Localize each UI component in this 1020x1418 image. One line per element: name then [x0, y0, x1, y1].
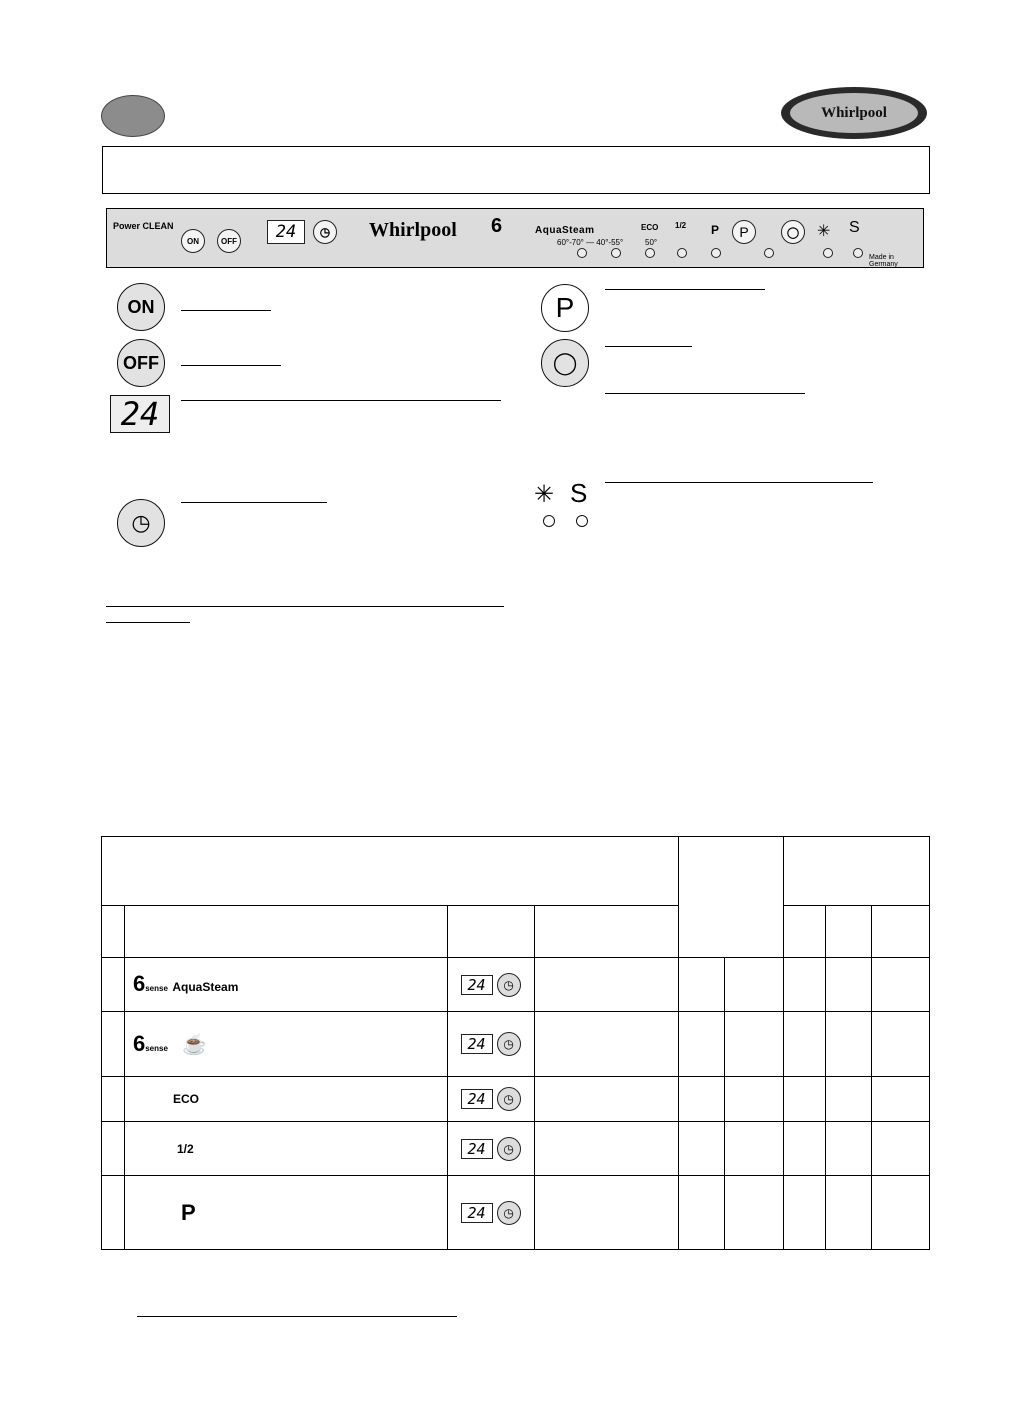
panel-six-sense: 6: [491, 215, 503, 237]
salt-led: [576, 515, 588, 527]
delay-cell: [447, 1077, 534, 1122]
led: [677, 248, 687, 258]
delay-cell: [447, 1122, 534, 1176]
rinse-aid-icon: ✳: [534, 481, 555, 508]
brand-logo: [781, 87, 927, 139]
led: [711, 248, 721, 258]
rule: [181, 365, 281, 366]
rule: [181, 310, 271, 311]
off-button-icon: OFF: [117, 339, 165, 387]
panel-made-in: Made in Germany: [869, 254, 898, 268]
program-table: [101, 836, 930, 1250]
delay-display-icon: 24: [110, 395, 170, 433]
p-button-icon: P: [541, 284, 589, 332]
clock-icon: ◷: [497, 1087, 521, 1111]
mini-display: 24: [461, 1203, 493, 1223]
delay-cell: [447, 1176, 534, 1250]
panel-clock-button[interactable]: ◷: [313, 220, 337, 244]
power-clean-label: Power CLEAN: [113, 221, 174, 231]
program-cell: [124, 958, 447, 1012]
panel-rinse-aid-icon: ✳: [817, 223, 831, 240]
rule: [605, 289, 765, 290]
brand-logo-text: Whirlpool: [790, 93, 918, 133]
program-name: P: [180, 1199, 196, 1225]
delay-cell: [447, 1012, 534, 1077]
table-header-cell: [784, 906, 826, 958]
clock-icon: ◷: [497, 973, 521, 997]
clock-icon: ◷: [497, 1201, 521, 1225]
led: [577, 248, 587, 258]
table-header-cell: [102, 906, 125, 958]
table-header: [102, 837, 679, 906]
table-header-cell: [124, 906, 447, 958]
clock-button-icon: ◷: [117, 499, 165, 547]
rule: [605, 482, 873, 483]
clock-icon: ◷: [497, 1137, 521, 1161]
led: [764, 248, 774, 258]
panel-eco-temp: 50°: [645, 238, 658, 247]
panel-aquasteam-label: AquaSteam: [535, 225, 595, 236]
clock-icon: ◷: [497, 1032, 521, 1056]
table-row: [102, 1012, 930, 1077]
table-row: [102, 1077, 930, 1122]
led: [611, 248, 621, 258]
panel-eco-label: ECO: [641, 223, 659, 232]
intensive-icon: ☕: [182, 1033, 208, 1056]
delay-cell: [447, 958, 534, 1012]
rule: [605, 393, 805, 394]
footer-rule: [137, 1316, 457, 1317]
program-name: AquaSteam: [172, 979, 239, 994]
six-sense-icon: 6: [132, 970, 146, 996]
panel-half-label: 1/2: [675, 221, 687, 230]
panel-on-button[interactable]: ON: [181, 229, 205, 253]
table-header-cell: [872, 906, 930, 958]
rinse-aid-led: [543, 515, 555, 527]
table-row: [102, 958, 930, 1012]
sense-label: sense: [145, 983, 168, 993]
panel-p-icon: P: [711, 223, 720, 237]
table-header: [784, 837, 930, 906]
control-panel: [106, 208, 924, 268]
panel-p-button[interactable]: P: [732, 220, 756, 244]
program-cell: [124, 1012, 447, 1077]
rule: [181, 502, 327, 503]
table-header-cell: [447, 906, 534, 958]
language-badge: [101, 95, 165, 137]
mini-display: 24: [461, 1089, 493, 1109]
panel-brand: Whirlpool: [369, 219, 457, 241]
rule: [106, 622, 190, 623]
rule: [181, 400, 501, 401]
panel-start-button[interactable]: ◯: [781, 220, 805, 244]
mini-display: 24: [461, 1139, 493, 1159]
panel-off-button[interactable]: OFF: [217, 229, 241, 253]
sense-label: sense: [145, 1043, 168, 1053]
table-row: [102, 1122, 930, 1176]
salt-icon: S: [570, 478, 588, 508]
table-header: [679, 837, 784, 958]
rule: [106, 606, 504, 607]
table-row: [102, 1176, 930, 1250]
mini-display: 24: [461, 975, 493, 995]
rule: [605, 346, 692, 347]
mini-display: 24: [461, 1034, 493, 1054]
panel-delay-display: 24: [267, 220, 305, 244]
table-header-cell: [826, 906, 872, 958]
title-box: [102, 146, 930, 194]
table-header-cell: [534, 906, 679, 958]
program-cell: [124, 1122, 447, 1176]
start-button-icon: ◯: [541, 339, 589, 387]
led: [823, 248, 833, 258]
on-button-icon: ON: [117, 283, 165, 331]
program-cell: [124, 1077, 447, 1122]
led: [853, 248, 863, 258]
program-cell: [124, 1176, 447, 1250]
panel-salt-icon: S: [849, 219, 860, 236]
program-name: 1/2: [176, 1141, 194, 1156]
led: [645, 248, 655, 258]
program-name: ECO: [172, 1092, 199, 1106]
six-sense-icon: 6: [132, 1030, 146, 1056]
panel-temps-label: 60°-70° — 40°-55°: [557, 238, 624, 247]
